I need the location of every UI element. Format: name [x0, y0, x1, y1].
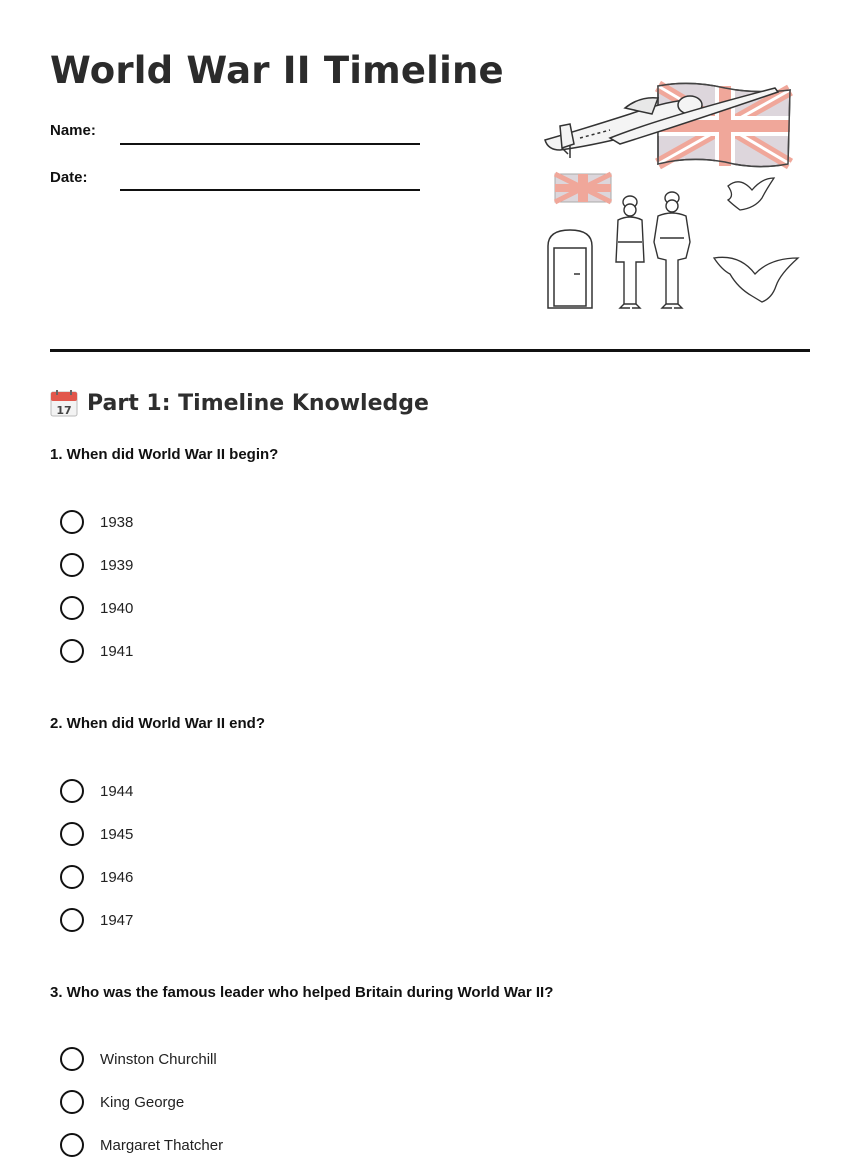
q2-option-3[interactable]	[60, 864, 133, 890]
option-label: 1945	[100, 825, 134, 843]
q2-option-1[interactable]	[60, 778, 133, 804]
q1-option-2[interactable]	[60, 552, 133, 578]
q1-option-1[interactable]	[60, 509, 133, 535]
option-label: 1941	[100, 642, 134, 660]
date-label: Date:	[50, 169, 88, 186]
radio-button[interactable]	[60, 553, 84, 577]
q1-option-3[interactable]	[60, 595, 133, 621]
option-label: 1947	[100, 911, 134, 929]
section-title: Part 1: Timeline Knowledge	[87, 390, 429, 416]
radio-button[interactable]	[60, 1090, 84, 1114]
radio-button[interactable]	[60, 596, 84, 620]
radio-button[interactable]	[60, 865, 84, 889]
option-label: 1939	[100, 556, 134, 574]
radio-button[interactable]	[60, 1133, 84, 1157]
q1-option-4[interactable]	[60, 638, 133, 664]
q2-option-4[interactable]	[60, 907, 133, 933]
dove-icon	[714, 178, 798, 302]
calendar-icon-day: 17	[56, 404, 72, 417]
page-title: World War II Timeline	[50, 49, 504, 92]
radio-button[interactable]	[60, 510, 84, 534]
question-3: 3. Who was the famous leader who helped Britain during World War II?	[50, 984, 554, 1001]
radio-button[interactable]	[60, 639, 84, 663]
small-flag-icon	[555, 174, 611, 202]
name-field[interactable]	[120, 143, 420, 145]
calendar-icon	[50, 389, 78, 417]
question-1: 1. When did World War II begin?	[50, 446, 279, 463]
section-heading	[50, 389, 429, 417]
option-label: 1946	[100, 868, 134, 886]
option-label: 1944	[100, 782, 134, 800]
ww2-illustration	[540, 78, 800, 313]
radio-button[interactable]	[60, 908, 84, 932]
name-label: Name:	[50, 122, 96, 139]
date-field[interactable]	[120, 189, 420, 191]
radio-button[interactable]	[60, 822, 84, 846]
option-label: 1938	[100, 513, 134, 531]
q2-option-2[interactable]	[60, 821, 133, 847]
soldier-icon	[616, 192, 690, 308]
question-2: 2. When did World War II end?	[50, 715, 265, 732]
radio-button[interactable]	[60, 779, 84, 803]
option-label: Margaret Thatcher	[100, 1136, 224, 1154]
q3-option-1[interactable]	[60, 1046, 217, 1072]
header-divider	[50, 349, 810, 352]
option-label: Winston Churchill	[100, 1050, 217, 1068]
radio-button[interactable]	[60, 1047, 84, 1071]
option-label: 1940	[100, 599, 134, 617]
q3-option-2[interactable]	[60, 1089, 184, 1115]
sentry-box-icon	[548, 230, 592, 308]
q3-option-3[interactable]	[60, 1132, 223, 1158]
option-label: King George	[100, 1093, 185, 1111]
